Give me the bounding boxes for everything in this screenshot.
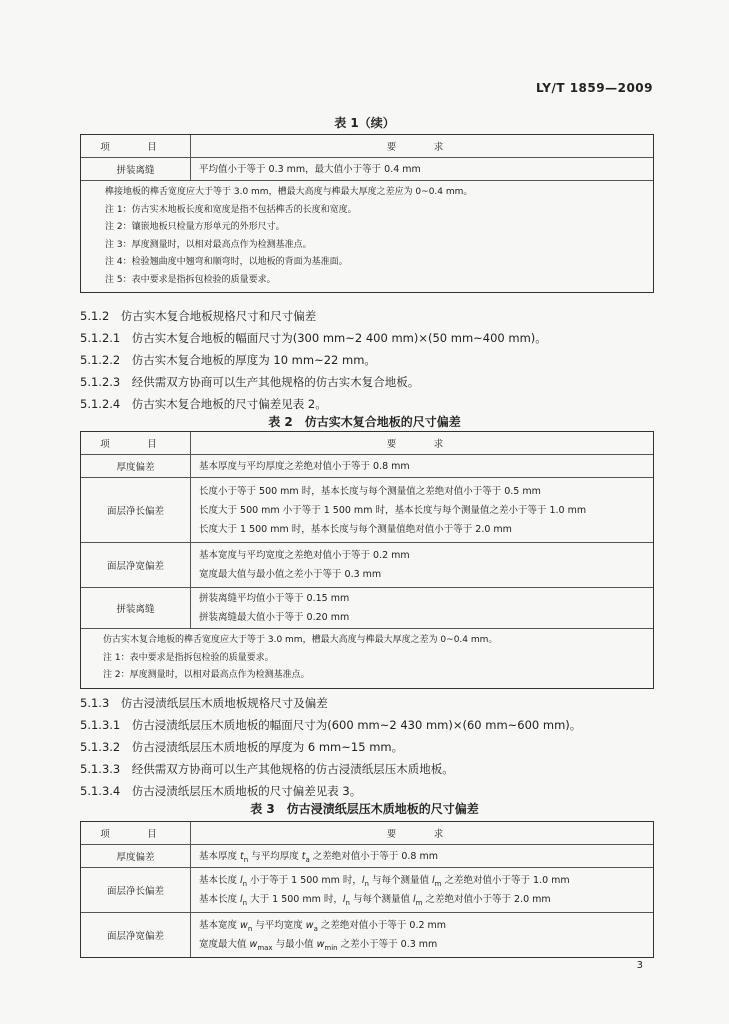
table3-row-req: 基本长度 $l_n$ 大于 1 500 mm 时，$l_n$ 与每个测量值 $l_m$ 之差绝对值小于等于 2.0 mm — [199, 894, 551, 907]
table1-note: 注 3：厚度测量时，以相对最高点作为检测基准点。 — [105, 239, 312, 250]
clause-5-1-2: 5.1.2 仿古实木复合地板规格尺寸和尺寸偏差 — [80, 309, 317, 323]
table2-row-thickness — [81, 455, 653, 478]
table1-row-item: 拼装离缝 — [81, 158, 191, 180]
table2-row-item: 拼装离缝 — [81, 588, 191, 628]
table1-notes — [81, 181, 653, 292]
table2-row-req: 长度大于 1 500 mm 时，基本长度与每个测量值绝对值小于等于 2.0 mm — [199, 523, 512, 535]
clause-5-1-2-4: 5.1.2.4 仿古实木复合地板的尺寸偏差见表 2。 — [80, 397, 327, 411]
table2-row-req: 拼装离缝最大值小于等于 0.20 mm — [199, 612, 350, 623]
table3-row-req: 基本厚度 $t_n$ 与平均厚度 $t_a$ 之差绝对值小于等于 0.8 mm — [199, 850, 438, 864]
table1-caption: 表 1（续） — [334, 116, 395, 130]
clause-5-1-3: 5.1.3 仿古浸渍纸层压木质地板规格尺寸及偏差 — [80, 696, 328, 710]
table1-note: 注 1：仿古实木地板长度和宽度是指不包括榫舌的长度和宽度。 — [105, 204, 357, 215]
table1-col-req: 要 求 — [386, 142, 458, 153]
table3-row-width — [81, 913, 653, 957]
table2-row-length — [81, 478, 653, 543]
table3-row-item: 面层净宽偏差 — [81, 913, 191, 957]
table2 — [80, 431, 654, 689]
table2-header-row — [81, 432, 653, 455]
clause-5-1-3-4: 5.1.3.4 仿古浸渍纸层压木质地板的尺寸偏差见表 3。 — [80, 784, 362, 798]
table2-note: 注 2：厚度测量时，以相对最高点作为检测基准点。 — [103, 670, 310, 680]
table3-row-item: 厚度偏差 — [81, 845, 191, 867]
table3-row-req: 宽度最大值 $w_{max}$ 与最小值 $w_{min}$ 之差小于等于 0.3 mm — [199, 939, 438, 952]
table1-note: 注 2：镶嵌地板只检量方形单元的外形尺寸。 — [105, 222, 285, 232]
standard-code: LY/T 1859—2009 — [535, 81, 653, 95]
table3-col-item: 项 目 — [81, 822, 191, 844]
table2-row-width — [81, 543, 653, 588]
table1-note: 注 4：检验翘曲度中翘弯和顺弯时，以地板的背面为基准面。 — [105, 257, 348, 267]
table1-note: 注 5：表中要求是指拆包检验的质量要求。 — [105, 274, 276, 285]
table2-note: 仿古实木复合地板的榫舌宽度应大于等于 3.0 mm，槽最大高度与榫最大厚度之差为 0~0.4 mm。 — [103, 635, 498, 645]
table2-row-req: 长度大于 500 mm 小于等于 1 500 mm 时，基本长度与每个测量值之差小于等于 1.0 mm — [199, 504, 587, 516]
table3-row-req: 基本宽度 $w_n$ 与平均宽度 $w_a$ 之差绝对值小于等于 0.2 mm — [199, 920, 447, 933]
page-number: 3 — [636, 960, 643, 971]
clause-5-1-2-1: 5.1.2.1 仿古实木复合地板的幅面尺寸为(300 mm~2 400 mm)×(50 mm~400 mm)。 — [80, 331, 547, 345]
table2-row-req: 拼装离缝平均值小于等于 0.15 mm — [199, 593, 350, 604]
table3 — [80, 821, 654, 958]
table3-row-req: 基本长度 $l_n$ 小于等于 1 500 mm 时，$l_n$ 与每个测量值 $l_m$ 之差绝对值小于等于 1.0 mm — [199, 875, 570, 888]
table1-note: 榫接地板的榫舌宽度应大于等于 3.0 mm，槽最大高度与榫最大厚度之差应为 0~0.4 mm。 — [105, 187, 473, 197]
table2-notes — [81, 629, 653, 688]
table2-row-item: 面层净宽偏差 — [81, 543, 191, 587]
table1 — [80, 134, 654, 293]
table3-col-req: 要 求 — [386, 829, 458, 840]
table3-row-length — [81, 868, 653, 913]
clause-5-1-3-3: 5.1.3.3 经供需双方协商可以生产其他规格的仿古浸渍纸层压木质地板。 — [80, 762, 454, 776]
table2-row-req: 基本宽度与平均宽度之差绝对值小于等于 0.2 mm — [199, 550, 410, 561]
clause-5-1-2-2: 5.1.2.2 仿古实木复合地板的厚度为 10 mm~22 mm。 — [80, 353, 376, 367]
table3-caption: 表 3 仿古浸渍纸层压木质地板的尺寸偏差 — [250, 802, 479, 816]
table1-row-assembly-gap — [81, 158, 653, 181]
clause-5-1-3-1: 5.1.3.1 仿古浸渍纸层压木质地板的幅面尺寸为(600 mm~2 430 mm)×(60 mm~600 mm)。 — [80, 718, 582, 732]
clause-5-1-2-3: 5.1.2.3 经供需双方协商可以生产其他规格的仿古实木复合地板。 — [80, 375, 420, 389]
table2-caption: 表 2 仿古实木复合地板的尺寸偏差 — [268, 415, 461, 429]
table2-row-item: 厚度偏差 — [81, 455, 191, 477]
table2-row-req: 宽度最大值与最小值之差小于等于 0.3 mm — [199, 569, 382, 580]
table3-header-row — [81, 822, 653, 845]
table2-col-item: 项 目 — [81, 432, 191, 454]
table2-row-assembly-gap — [81, 588, 653, 629]
table2-row-req: 基本厚度与平均厚度之差绝对值小于等于 0.8 mm — [199, 460, 410, 472]
table2-row-item: 面层净长偏差 — [81, 478, 191, 542]
clause-5-1-3-2: 5.1.3.2 仿古浸渍纸层压木质地板的厚度为 6 mm~15 mm。 — [80, 740, 404, 754]
table2-row-req: 长度小于等于 500 mm 时，基本长度与每个测量值之差绝对值小于等于 0.5 mm — [199, 485, 541, 497]
table3-row-thickness — [81, 845, 653, 868]
table3-row-item: 面层净长偏差 — [81, 868, 191, 912]
table1-header-row — [81, 135, 653, 158]
table2-col-req: 要 求 — [386, 439, 458, 450]
table1-row-req: 平均值小于等于 0.3 mm，最大值小于等于 0.4 mm — [199, 163, 421, 175]
table1-col-item: 项 目 — [81, 135, 191, 157]
table2-note: 注 1：表中要求是指拆包检验的质量要求。 — [103, 652, 274, 663]
